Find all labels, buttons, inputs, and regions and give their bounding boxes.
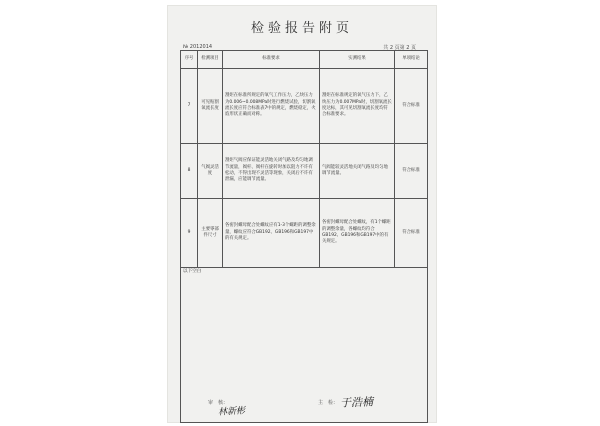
row-requirement: 各密封螺母配合处螺纹应有1-3个螺距的调整余量，螺纹应符合GB192、GB196和GB197中的有关规定。: [223, 199, 320, 268]
report-number: № 2012014: [183, 44, 213, 50]
row-conclusion: 符合标准: [395, 144, 428, 199]
row-item: 气阀灵活度: [198, 144, 223, 199]
table-header-row: [181, 51, 428, 69]
header-result: 实测结果: [320, 51, 395, 69]
row-result: 割炬在标准规定的氧气压力下，乙炔压力为0.007MPa时，切割氧流长度达标，其可见切割氧流长度均符合标准要求。: [320, 69, 395, 144]
row-requirement: 割炬在标准所规定的氧气工作压力，乙炔压力为0.006~0.008MPa时进行燃烧试验，切割氧流长度应符合标准表7中的规定，燃烧稳定，火焰形状正确而对称。: [223, 69, 320, 144]
row-result: 各密封螺母配合处螺纹，有1个螺距的调整余量，各螺纹均符合GB192、GB196和GB197中的有关规定。: [320, 199, 395, 268]
page-indicator: 共 2 页第 2 页: [383, 45, 416, 51]
reviewer-label: 审 核：: [208, 400, 229, 406]
chief-inspector-signature: 于浩楠: [339, 395, 374, 410]
header-conclusion: 单项结论: [395, 51, 428, 69]
row-requirement: 割炬气阀应保证能灵活地关闭气路及均匀地调节流量，阀杆、阀杆在旋转时加以阻力不许有松动，不得出现不灵活等现象，关闭后不许有泄漏，应能调节流量。: [223, 144, 320, 199]
blank-note: 以下空白: [183, 269, 202, 274]
report-page: [168, 6, 436, 422]
header-requirement: 标准要求: [223, 51, 320, 69]
table-row: [181, 199, 428, 268]
header-no: 序号: [181, 51, 198, 69]
inspection-table: [180, 50, 428, 423]
reviewer-signature: 林新彬: [217, 406, 246, 418]
row-no: 9: [181, 199, 198, 268]
row-item: 可见贴割氧流长度: [198, 69, 223, 144]
document-title: 检验报告附页: [250, 21, 353, 36]
table-row: [181, 144, 428, 199]
chief-inspector-label: 主 检：: [318, 400, 339, 406]
row-item: 主要零部件尺寸: [198, 199, 223, 268]
row-conclusion: 符合标准: [395, 69, 428, 144]
header-item: 检测项目: [198, 51, 223, 69]
table-row: [181, 69, 428, 144]
row-result: 气阀能较灵活地关闭气路及均匀地调节流量。: [320, 144, 395, 199]
row-no: 8: [181, 144, 198, 199]
row-no: 7: [181, 69, 198, 144]
row-conclusion: 符合标准: [395, 199, 428, 268]
